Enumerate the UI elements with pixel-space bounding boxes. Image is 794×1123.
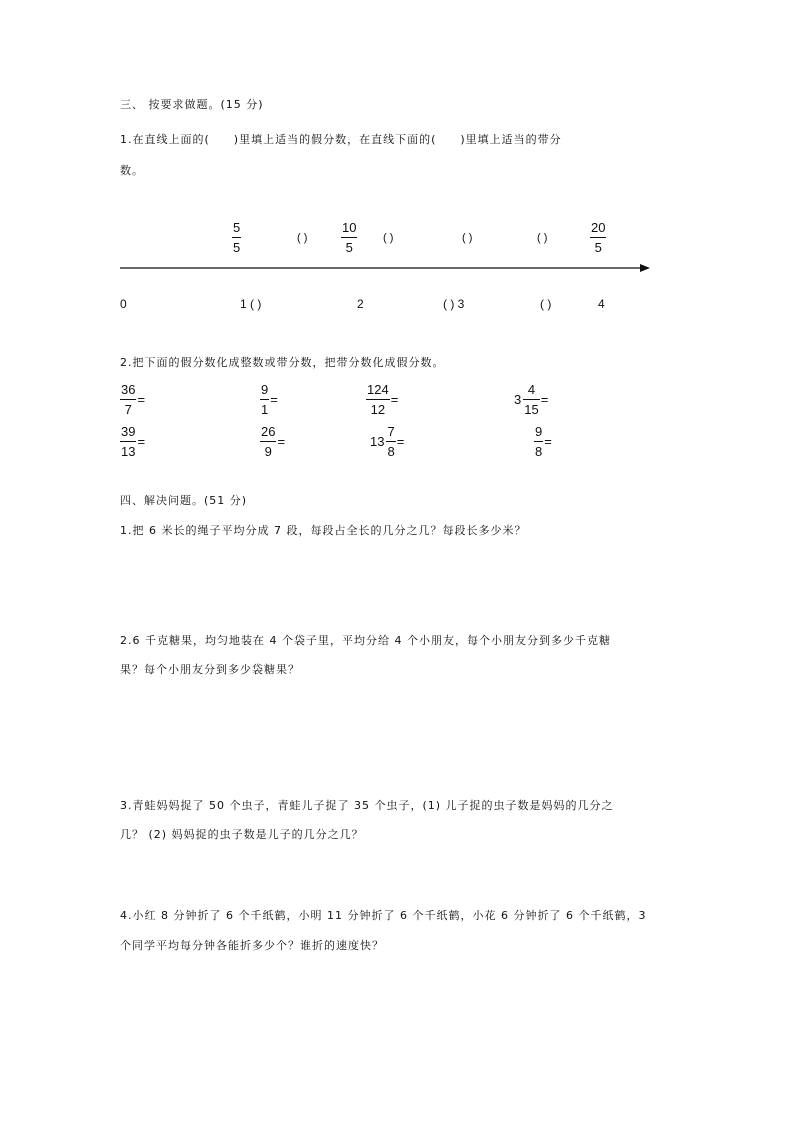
numberline-top-frac-3: 20 5 [591,220,606,255]
s4-q4-text-line2: 个同学平均每分钟各能折多少个？谁折的速度快？ [120,939,384,952]
numberline-bottom-4: 4 [598,297,605,311]
s4-q1-text: 1.把 6 米长的绳子平均分成 7 段，每段占全长的几分之几？每段长多少米？ [120,524,527,537]
numberline-top-blank-1[interactable]: ( ) [297,232,308,244]
s4-q2-text-line2: 果？每个小朋友分到多少袋糖果？ [120,663,300,676]
q2-item-1: $\frac{36}{7}$ = [121,382,146,417]
q1-text-line2: 数。 [120,164,144,177]
q2-item-3: $\frac{124}{12}$ = [367,382,399,417]
q2-item-4: 3 $\frac{4}{15}$ = [514,382,549,417]
numberline-bottom-0: 0 [120,297,127,311]
numberline-top-frac-2: 10 5 [342,220,357,255]
section3-heading: 三、 按要求做题。(15 分) [120,98,264,111]
s4-q3-text-line1: 3.青蛙妈妈捉了 50 个虫子，青蛙儿子捉了 35 个虫子，(1) 儿子捉的虫子数是妈妈的几分之 [120,799,614,812]
numberline-top-blank-2[interactable]: ( ) [383,232,394,244]
numberline-bottom-2: 2 [357,297,364,311]
numberline-top-blank-4[interactable]: ( ) [537,232,548,244]
q2-item-8: $\frac{9}{8}$ = [535,424,552,459]
numberline-bottom-blank[interactable]: ( ) [540,297,552,311]
numberline-top-frac-1: 5 5 [233,220,241,255]
q2-item-6: $\frac{26}{9}$ = [261,424,286,459]
s4-q2-text-line1: 2.6 千克糖果，均匀地装在 4 个袋子里，平均分给 4 个小朋友，每个小朋友分到多少千克糖 [120,634,611,647]
numberline-bottom-3[interactable]: ( ) 3 [443,297,465,311]
section4-heading: 四、解决问题。(51 分) [120,494,248,507]
q2-text: 2.把下面的假分数化成整数或带分数，把带分数化成假分数。 [120,356,445,369]
s4-q3-text-line2: 几？ (2) 妈妈捉的虫子数是儿子的几分之几？ [120,828,364,841]
q1-text-line1: 1.在直线上面的( )里填上适当的假分数，在直线下面的( )里填上适当的带分 [120,133,562,146]
s4-q4-text-line1: 4.小红 8 分钟折了 6 个千纸鹤，小明 11 分钟折了 6 个千纸鹤，小花 6 分钟折了 6 个千纸鹤，3 [120,909,647,922]
q2-item-7: 13 $\frac{7}{8}$ = [370,424,405,459]
number-line-arrow [118,262,654,274]
numberline-bottom-1[interactable]: 1 ( ) [240,297,262,311]
q2-item-2: $\frac{9}{1}$ = [261,382,278,417]
numberline-top-blank-3[interactable]: ( ) [462,232,473,244]
q2-item-5: $\frac{39}{13}$ = [121,424,146,459]
